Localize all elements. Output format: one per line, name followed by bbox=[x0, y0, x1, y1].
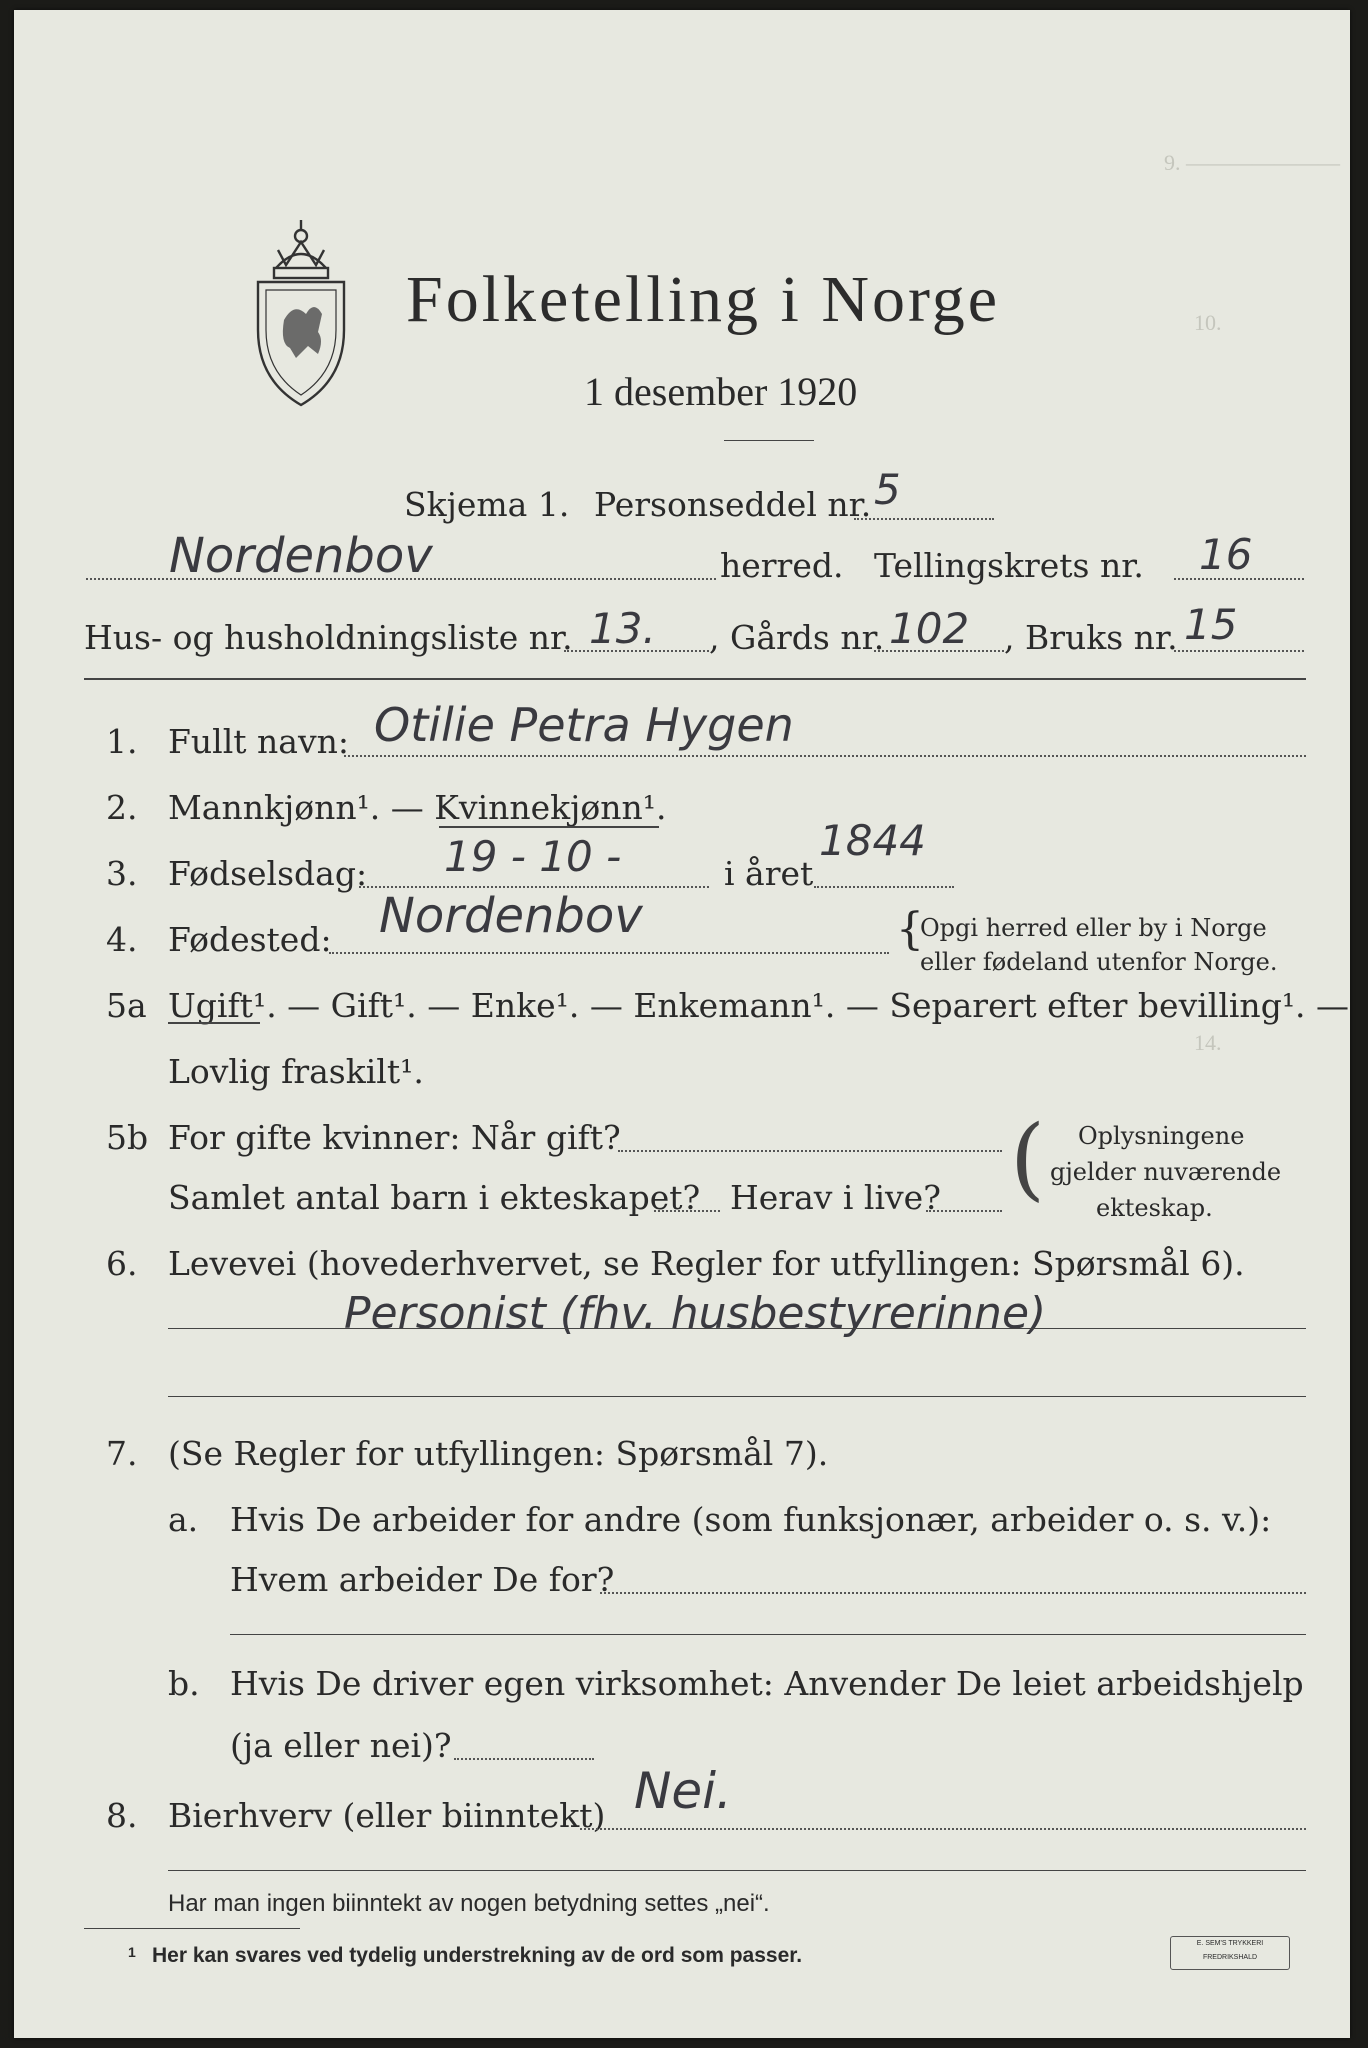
birthplace-note-brace: { bbox=[896, 904, 924, 955]
hus-label: Hus- og husholdningsliste nr. bbox=[84, 618, 573, 657]
q3-number: 3. bbox=[106, 854, 138, 893]
q1-label: Fullt navn: bbox=[168, 722, 349, 761]
tellingskrets-value: 16 bbox=[1199, 530, 1253, 579]
occupation-line-1[interactable] bbox=[168, 1328, 1306, 1329]
birthplace-field[interactable] bbox=[329, 952, 889, 954]
q7b-question: Hvis De driver egen virksomhet: Anvender De leiet arbeidshjelp bbox=[230, 1664, 1304, 1703]
children-alive-field[interactable] bbox=[926, 1210, 1002, 1212]
q8-label: Bierhverv (eller biinntekt) bbox=[168, 1796, 606, 1835]
side-income-value: Nei. bbox=[634, 1762, 732, 1820]
marital-status-underline bbox=[168, 1022, 260, 1024]
q2-number: 2. bbox=[106, 788, 138, 827]
birthyear-value: 1844 bbox=[819, 816, 926, 865]
q6-number: 6. bbox=[106, 1244, 138, 1283]
occupation-line-2[interactable] bbox=[168, 1396, 1306, 1397]
marriage-note-line3: ekteskap. bbox=[1096, 1194, 1213, 1222]
marriage-note-brace: ( bbox=[1010, 1106, 1046, 1211]
footnote-rule bbox=[84, 1928, 300, 1929]
full-name-value: Otilie Petra Hygen bbox=[374, 698, 794, 752]
footnote-text: Her kan svares ved tydelig understrekning av de ord som passer. bbox=[152, 1944, 803, 1967]
hired-help-label: (ja eller nei)? bbox=[230, 1726, 452, 1765]
personseddel-field[interactable] bbox=[854, 518, 994, 520]
children-alive-label: Herav i live? bbox=[730, 1178, 941, 1217]
marriage-note-line1: Oplysningene bbox=[1078, 1122, 1245, 1150]
birthyear-label: i året bbox=[724, 854, 814, 893]
footnote-mark: 1 bbox=[128, 1944, 136, 1960]
hus-value: 13. bbox=[589, 604, 656, 653]
form-title: Folketelling i Norge bbox=[406, 263, 1001, 336]
gards-label: , Gårds nr. bbox=[709, 618, 885, 657]
q7a-number: a. bbox=[168, 1500, 199, 1539]
census-date: 1 desember 1920 bbox=[584, 369, 858, 414]
q3-label: Fødselsdag: bbox=[168, 854, 368, 893]
q5a-number: 5a bbox=[106, 986, 147, 1025]
header-rule bbox=[84, 678, 1306, 680]
full-name-field[interactable] bbox=[344, 755, 1306, 757]
bruks-label: , Bruks nr. bbox=[1004, 618, 1178, 657]
married-when-label: For gifte kvinner: Når gift? bbox=[168, 1118, 621, 1157]
q7-number: 7. bbox=[106, 1434, 138, 1473]
gards-value: 102 bbox=[889, 604, 970, 653]
bruks-field[interactable] bbox=[1174, 650, 1304, 652]
q4-number: 4. bbox=[106, 920, 138, 959]
employer-label: Hvem arbeider De for? bbox=[230, 1560, 615, 1599]
marital-status-options-cont: Lovlig fraskilt¹. bbox=[168, 1052, 424, 1091]
q7a-question: Hvis De arbeider for andre (som funksjonær, arbeider o. s. v.): bbox=[230, 1500, 1272, 1539]
title-divider bbox=[724, 440, 814, 441]
birthdate-value: 19 - 10 - bbox=[444, 832, 622, 881]
children-total-field[interactable] bbox=[654, 1210, 720, 1212]
q7b-number: b. bbox=[168, 1664, 200, 1703]
occupation-value: Personist (fhv. husbestyrerinne) bbox=[344, 1288, 1047, 1339]
hired-help-field[interactable] bbox=[454, 1758, 594, 1760]
coat-of-arms-icon bbox=[246, 210, 356, 410]
married-when-field[interactable] bbox=[618, 1150, 1002, 1152]
children-total-label: Samlet antal barn i ekteskapet? bbox=[168, 1178, 701, 1217]
personseddel-value: 5 bbox=[874, 465, 901, 514]
q1-number: 1. bbox=[106, 722, 138, 761]
q7-label: (Se Regler for utfyllingen: Spørsmål 7). bbox=[168, 1434, 829, 1473]
q4-label: Fødested: bbox=[168, 920, 332, 959]
birthplace-value: Nordenbov bbox=[379, 888, 643, 944]
birthplace-note-line2: eller fødeland utenfor Norge. bbox=[920, 948, 1278, 976]
herred-value: Nordenbov bbox=[169, 528, 433, 584]
bruks-value: 15 bbox=[1184, 600, 1238, 649]
tellingskrets-label: Tellingskrets nr. bbox=[874, 546, 1144, 585]
gender-underline bbox=[439, 826, 659, 828]
gender-options: Mannkjønn¹. — Kvinnekjønn¹. bbox=[168, 788, 667, 827]
marriage-note-line2: gjelder nuværende bbox=[1050, 1158, 1282, 1186]
side-income-note: Har man ingen biinntekt av nogen betydning settes „nei“. bbox=[168, 1890, 770, 1917]
birthyear-field[interactable] bbox=[814, 886, 954, 888]
employer-line-2[interactable] bbox=[230, 1634, 1306, 1635]
q5b-number: 5b bbox=[106, 1118, 149, 1157]
employer-field[interactable] bbox=[600, 1592, 1306, 1594]
herred-label: herred. bbox=[720, 546, 844, 585]
birthplace-note-line1: Opgi herred eller by i Norge bbox=[920, 914, 1267, 942]
side-income-line-2[interactable] bbox=[168, 1870, 1306, 1871]
marital-status-options: Ugift¹. — Gift¹. — Enke¹. — Enkemann¹. — Separert efter bevilling¹. — bbox=[168, 986, 1350, 1025]
printer-stamp: E. SEM'S TRYKKERI FREDRIKSHALD bbox=[1170, 1936, 1290, 1970]
skjema-label: Skjema 1. bbox=[404, 485, 570, 524]
side-income-field[interactable] bbox=[580, 1828, 1306, 1830]
census-form-sheet: 9. ——————— 10. 14. Folketelling i Norge 1 desember 1920 Skjema 1. Personseddel nr. 5 Nordenbov herred. Tellingskrets nr. 16 Hus- og husholdningsliste nr. 13. , Gårds nr. 102 , Bruks nr. 15 1. Fullt navn: Otilie Petra Hygen 2. Mannkjønn¹. — Kvinnekjønn¹. 3. Fødselsdag: 19 - 10 - i året 1844 4. Fødested: Nordenbov { Opgi herred eller by i Norge eller fødeland utenfor Norge. 5a Ugift¹. — Gift¹. — Enke¹. — Enkemann¹. — Separert efter bevilling¹. — Lovlig fraskilt¹. 5b For gifte kvinner: Når gift? Samlet antal barn i ekteskapet? Herav i live? ( Oplysningene gjelder nuværende ekteskap. 6. Levevei (hovederhvervet, se Regler for utfyllingen: Spørsmål 6). Personist (fhv. husbestyrerinne) 7. (Se Regler for utfyllingen: Spørsmål 7). a. Hvis De arbeider for andre (som funksjonær, arbeider o. s. v.): Hvem arbeider De for? b. Hvis De driver egen virksomhet: Anvender De leiet arbeidshjelp (ja eller nei)? 8. Bierhverv (eller biinntekt) Nei. Har man ingen biinntekt av nogen betydning settes „nei“. 1 Her kan svares ved tydelig understrekning av de ord som passer. E. SEM'S TRYKKERI FREDRIKSHALD bbox=[14, 10, 1350, 2038]
q6-label: Levevei (hovederhvervet, se Regler for utfyllingen: Spørsmål 6). bbox=[168, 1244, 1245, 1283]
personseddel-label: Personseddel nr. bbox=[594, 485, 872, 524]
q8-number: 8. bbox=[106, 1796, 138, 1835]
